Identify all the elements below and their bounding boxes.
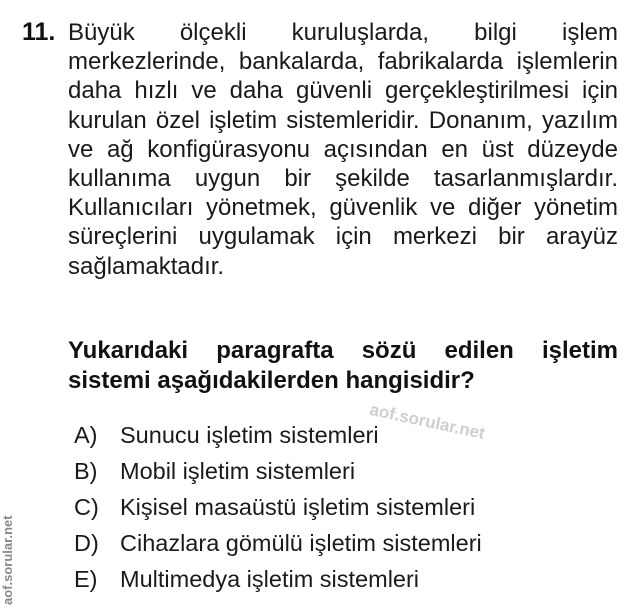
question-body: Büyük ölçekli kuruluşlarda, bilgi işlem merkezlerinde, bankalarda, fabrikalarda işlemlerin daha hızlı ve daha güvenli gerçekleştirilmesi için kurulan özel işletim sistemleridir. Donanım, yazılım ve ağ konfigürasyonu açısından en üst düzeyde kullanıma uygun bir şekilde tasarlanmışlardır. Kullanıcıları yönetmek, güvenlik ve diğer yönetim süreçlerini uygulamak için merkezi bir arayüz sağlamaktadır. bbox=[68, 19, 618, 280]
option-text: Mobil işletim sistemleri bbox=[120, 457, 356, 484]
option-c[interactable] bbox=[74, 489, 482, 525]
watermark-center: aof.sorular.net bbox=[368, 400, 487, 443]
option-a[interactable] bbox=[74, 417, 482, 453]
answer-options bbox=[74, 417, 482, 598]
option-b[interactable] bbox=[74, 453, 482, 489]
option-e[interactable] bbox=[74, 562, 482, 598]
option-text: Multimedya işletim sistemleri bbox=[120, 566, 420, 593]
option-letter: C) bbox=[74, 493, 99, 520]
option-letter: B) bbox=[74, 457, 98, 484]
watermark-side: aof.sorular.net bbox=[0, 515, 15, 605]
option-text: Kişisel masaüstü işletim sistemleri bbox=[120, 493, 476, 520]
question-number: 11. bbox=[22, 18, 56, 46]
question-prompt: Yukarıdaki paragrafta sözü edilen işletim sistemi aşağıdakilerden hangisidir? bbox=[68, 337, 618, 394]
option-letter: A) bbox=[74, 421, 98, 448]
option-d[interactable] bbox=[74, 526, 482, 562]
option-letter: D) bbox=[74, 530, 99, 557]
option-text: Sunucu işletim sistemleri bbox=[120, 421, 379, 448]
option-text: Cihazlara gömülü işletim sistemleri bbox=[120, 530, 482, 557]
option-letter: E) bbox=[74, 566, 98, 593]
